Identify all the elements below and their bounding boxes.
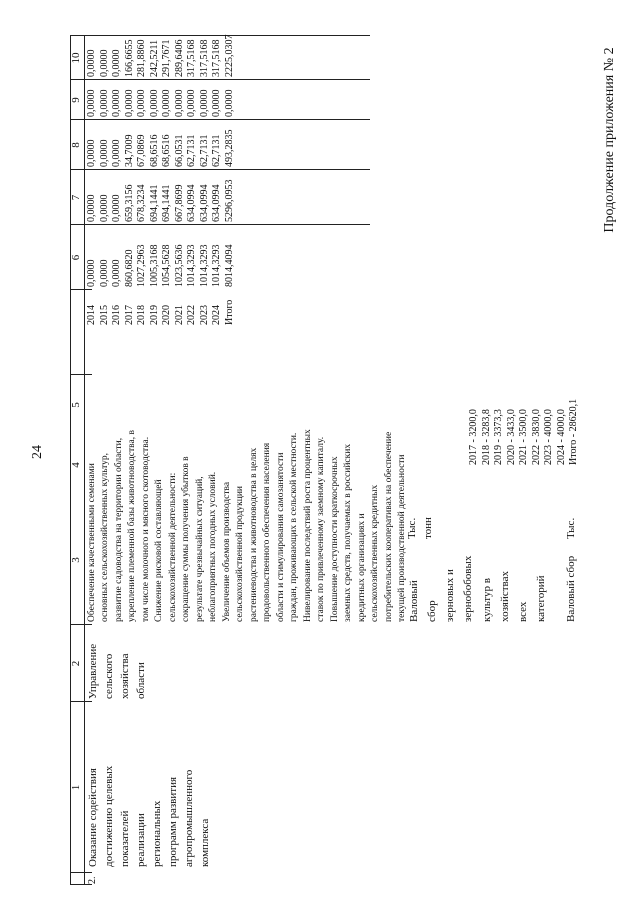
indicator-1-value: 2021 - 3500,0 — [518, 409, 529, 465]
year-cell: 2017 — [123, 305, 135, 325]
finance-cell: 0,0000 — [98, 259, 110, 287]
finance-cell: 5296,0953 — [223, 179, 235, 222]
col-divider — [70, 119, 370, 120]
finance-regional-column — [86, 130, 236, 168]
year-cell: 2019 — [148, 305, 160, 325]
year-cell: 2018 — [136, 305, 147, 325]
finance-cell: 1054,5628 — [161, 244, 172, 287]
finance-cell: 0,0000 — [211, 89, 222, 117]
indicator-1-value: 2024 - 4000,0 — [555, 409, 567, 465]
finance-cell: 634,0994 — [186, 184, 197, 222]
finance-cell: 0,0000 — [198, 89, 210, 117]
indicator-1-value: 2018 - 3283,8 — [480, 409, 492, 465]
finance-cell: 0,0000 — [86, 89, 97, 117]
finance-cell: 634,0994 — [211, 184, 222, 222]
finance-cell: 659,3156 — [123, 184, 135, 222]
finance-cell: 68,6516 — [148, 134, 160, 167]
finance-local-column — [86, 90, 236, 118]
finance-cell: 0,0000 — [98, 49, 110, 77]
finance-cell: 0,0000 — [223, 89, 235, 117]
finance-cell: 0,0000 — [86, 49, 97, 77]
finance-cell: 242,5211 — [148, 39, 160, 77]
finance-cell: 634,0994 — [198, 184, 210, 222]
year-cell: 2015 — [98, 305, 110, 325]
finance-cell: 317,5168 — [186, 39, 197, 77]
indicator-1-value: 2017 - 3200,0 — [468, 409, 479, 465]
header-10: 10 — [70, 52, 82, 64]
finance-cell: 678,3234 — [136, 184, 147, 222]
indicator-2-name: Валовый сбор — [565, 555, 577, 622]
finance-total-column — [86, 245, 236, 288]
finance-cell: 67,0869 — [136, 134, 147, 167]
year-cell: 2020 — [161, 305, 172, 325]
finance-cell: 1027,2963 — [136, 244, 147, 287]
finance-cell: 1023,5636 — [173, 244, 185, 287]
finance-cell: 0,0000 — [161, 89, 172, 117]
finance-extrabudget-column — [86, 35, 236, 78]
finance-cell: 0,0000 — [186, 89, 197, 117]
finance-cell: 1005,3168 — [148, 244, 160, 287]
finance-cell: 62,7131 — [186, 134, 197, 167]
col-divider — [70, 224, 370, 225]
finance-cell: 0,0000 — [111, 139, 122, 167]
finance-cell: 291,7671 — [161, 39, 172, 77]
header-3: 3 — [70, 557, 82, 563]
indicator-1-value: 2022 - 3830,0 — [530, 409, 542, 465]
year-cell: Итого — [223, 299, 235, 325]
finance-cell: 0,0000 — [111, 49, 122, 77]
header-2: 2 — [70, 660, 82, 667]
finance-cell: 317,5168 — [211, 39, 222, 77]
year-cell: 2024 — [211, 305, 222, 325]
event-name: Оказание содействия достижению целевых показателей реализации региональных программ развития агропромышленного комплекса — [87, 765, 211, 867]
indicator-1-value: 2023 - 4000,0 — [543, 409, 554, 465]
year-cell: 2022 — [186, 305, 197, 325]
finance-cell: 0,0000 — [123, 89, 135, 117]
finance-cell: 0,0000 — [86, 139, 97, 167]
header-1: 1 — [70, 784, 82, 791]
indicator-1-unit: Тыс. тонн — [406, 517, 434, 539]
indicator-1-name: Валовый сбор зерновых и зернобобовых культур в хозяйствах всех категорий — [408, 555, 547, 622]
finance-cell: 281,8860 — [136, 39, 147, 77]
finance-cell: 8014,4094 — [223, 244, 235, 287]
indicator-2-unit: Тыс. — [565, 517, 577, 539]
year-cell: 2016 — [111, 305, 122, 325]
years-column — [86, 300, 236, 325]
finance-cell: 694,1441 — [161, 184, 172, 222]
rotated-table — [70, 35, 600, 885]
header-7: 7 — [70, 194, 82, 201]
finance-cell: 0,0000 — [98, 139, 110, 167]
header-5: 5 — [70, 402, 82, 408]
finance-cell: 0,0000 — [98, 89, 110, 117]
responsible-executor: Управление сельского хозяйства области — [87, 643, 147, 699]
finance-cell: 1014,3293 — [186, 244, 197, 287]
year-cell: 2023 — [198, 305, 210, 325]
finance-cell: 0,0000 — [86, 259, 97, 287]
finance-cell: 0,0000 — [111, 194, 122, 222]
indicator-1-value: Итого - 28620,1 — [568, 398, 579, 465]
appendix-title: Продолжение приложения № 2 — [602, 47, 617, 233]
header-bottom-border — [84, 35, 85, 885]
year-cell: 2021 — [173, 305, 185, 325]
finance-cell: 66,0531 — [173, 134, 185, 167]
indicator-1-value: 2019 - 3373,3 — [493, 409, 504, 465]
finance-cell: 694,1441 — [148, 184, 160, 222]
finance-cell: 68,6516 — [161, 134, 172, 167]
finance-cell: 860,6820 — [123, 249, 135, 287]
header-6: 6 — [70, 254, 82, 261]
finance-cell: 34,7009 — [123, 134, 135, 167]
page-number: 24 — [30, 445, 45, 459]
col-divider — [70, 169, 370, 170]
finance-cell: 166,6655 — [123, 39, 135, 77]
finance-cell: 1014,3293 — [198, 244, 210, 287]
finance-cell: 667,8699 — [173, 184, 185, 222]
finance-cell: 493,2835 — [223, 129, 235, 167]
finance-cell: 0,0000 — [148, 89, 160, 117]
finance-cell: 0,0000 — [111, 89, 122, 117]
expected-result: Обеспечение качественными семенами основных сельскохозяйственных культур, развитие садоводства на территории области, укрепление племенной базы животноводства, в том числе молочного и мясного скотоводства. Снижение рисковой составляющей сельскохозяйственной деятельности: сокращение суммы получения убытков в результате чрезвычайных ситуаций, неблагоприятных погодных условий. Увеличение объемов производства сельскохозяйственной продукции растениеводства и животноводства в целях продовольственного обеспечения населения области и стимулирования самозанятости граждан, проживающих в сельской местности. Нивелирование последствий роста процентных ставок по привлеченному заемному капиталу. Повышение доступности краткосрочных заемных средств, получаемых в российских кредитных организациях и сельскохозяйственных кредитных потребительских кооперативах на обеспечение текущей производственной деятельности — [87, 429, 408, 622]
finance-federal-column — [86, 180, 236, 223]
finance-cell: 0,0000 — [111, 259, 122, 287]
year-cell: 2014 — [86, 305, 97, 325]
finance-cell: 0,0000 — [136, 89, 147, 117]
indicator-1-values — [468, 399, 581, 465]
finance-cell: 0,0000 — [173, 89, 185, 117]
finance-cell: 0,0000 — [86, 194, 97, 222]
finance-cell: 1014,3293 — [211, 244, 222, 287]
finance-cell: 2225,0307 — [223, 34, 235, 77]
finance-cell: 62,7131 — [198, 134, 210, 167]
header-9: 9 — [70, 97, 82, 103]
row-number: 2. — [87, 876, 98, 884]
finance-cell: 317,5168 — [198, 39, 210, 77]
indicator-1-value: 2020 - 3433,0 — [505, 409, 517, 465]
finance-cell: 289,6406 — [173, 39, 185, 77]
finance-cell: 62,7131 — [211, 134, 222, 167]
col-divider — [70, 79, 370, 80]
col-divider — [70, 884, 92, 885]
header-8: 8 — [70, 142, 82, 148]
finance-cell: 0,0000 — [98, 194, 110, 222]
header-4: 4 — [70, 462, 82, 468]
